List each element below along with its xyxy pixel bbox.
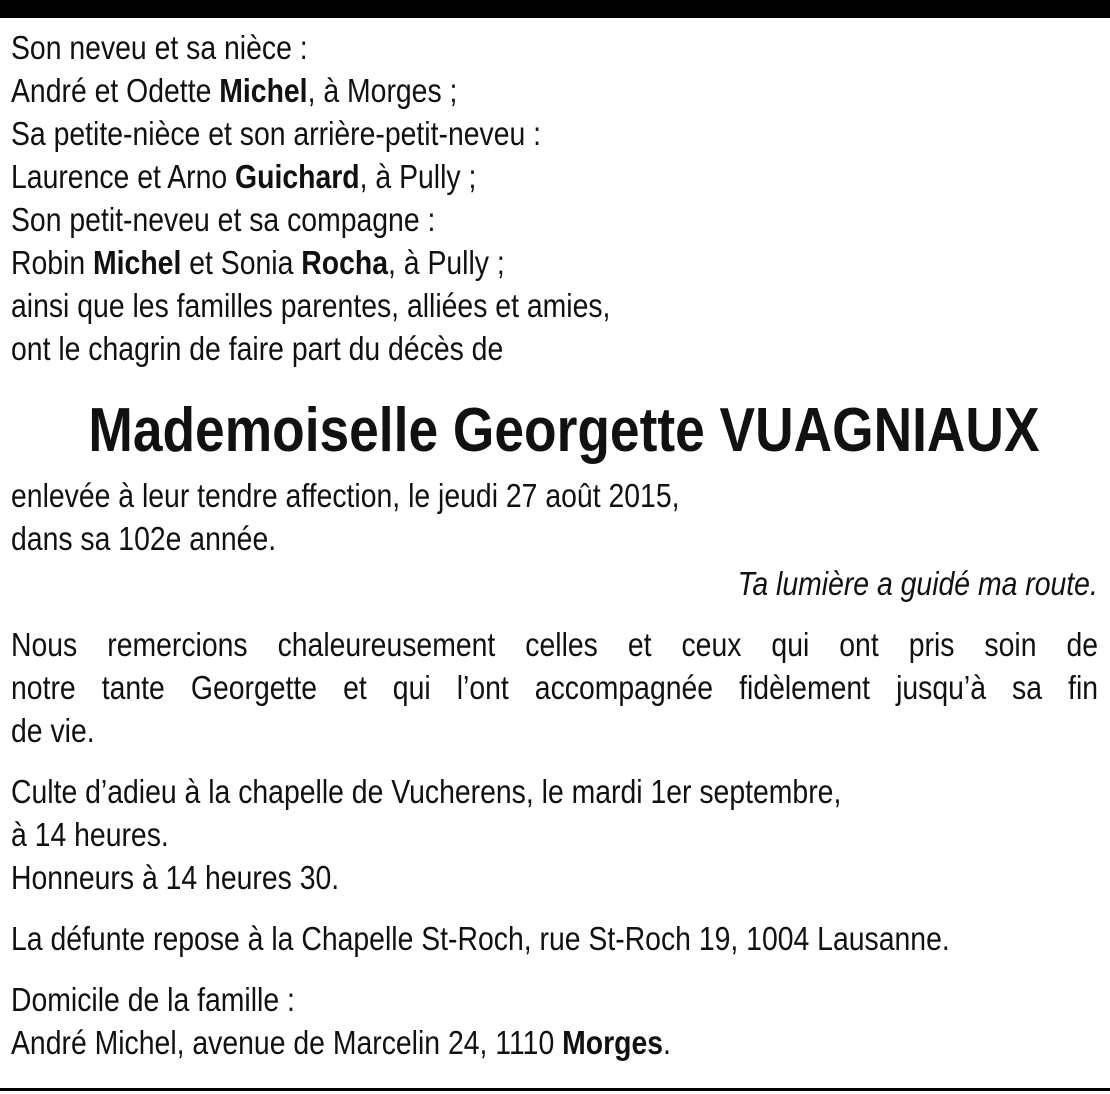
family-line-4: Laurence et Arno Guichard, à Pully ; — [11, 158, 477, 195]
city-morges: Morges — [562, 1024, 664, 1061]
surname-michel-robin: Michel — [93, 244, 182, 281]
thanks-paragraph — [11, 623, 1098, 752]
service-line-1: Culte d’adieu à la chapelle de Vucherens, le mardi 1er septembre, — [11, 773, 842, 810]
obituary-notice — [11, 26, 1098, 1064]
family-line-1: Son neveu et sa nièce : — [11, 29, 308, 66]
top-rule — [0, 0, 1110, 18]
surname-guichard: Guichard — [235, 158, 360, 195]
thanks-line-3: de vie. — [11, 712, 95, 749]
repose-paragraph — [11, 917, 1098, 960]
deceased-name: Mademoiselle Georgette VUAGNIAUX — [88, 396, 1040, 465]
bottom-rule — [0, 1088, 1110, 1091]
surname-michel: Michel — [219, 72, 308, 109]
family-line-3: Sa petite-nièce et son arrière-petit-neveu : — [11, 115, 542, 152]
domicile-line-1: Domicile de la famille : — [11, 981, 295, 1018]
details-line-1: enlevée à leur tendre affection, le jeudi 27 août 2015, — [11, 477, 680, 514]
family-line-7: ainsi que les familles parentes, alliées et amies, — [11, 287, 611, 324]
epitaph-quote: Ta lumière a guidé ma route. — [737, 565, 1098, 602]
domicile-line-2: André Michel, avenue de Marcelin 24, 1110 Morges. — [11, 1024, 671, 1061]
surname-rocha: Rocha — [301, 244, 389, 281]
family-line-6: Robin Michel et Sonia Rocha, à Pully ; — [11, 244, 505, 281]
family-line-2: André et Odette Michel, à Morges ; — [11, 72, 458, 109]
thanks-line-1: Nous remercions chaleureusement celles et ceux qui ont pris soin de — [11, 626, 1099, 663]
service-line-2: à 14 heures. — [11, 816, 169, 853]
repose-line: La défunte repose à la Chapelle St-Roch, rue St-Roch 19, 1004 Lausanne. — [11, 920, 950, 957]
family-line-8: ont le chagrin de faire part du décès de — [11, 330, 504, 367]
service-paragraph — [11, 770, 1098, 899]
thanks-line-2: notre tante Georgette et qui l’ont accompagnée fidèlement jusqu’à sa fin — [11, 669, 1099, 706]
family-line-5: Son petit-neveu et sa compagne : — [11, 201, 436, 238]
details-line-2: dans sa 102e année. — [11, 520, 277, 557]
domicile-paragraph — [11, 978, 1098, 1064]
service-line-3: Honneurs à 14 heures 30. — [11, 859, 340, 896]
